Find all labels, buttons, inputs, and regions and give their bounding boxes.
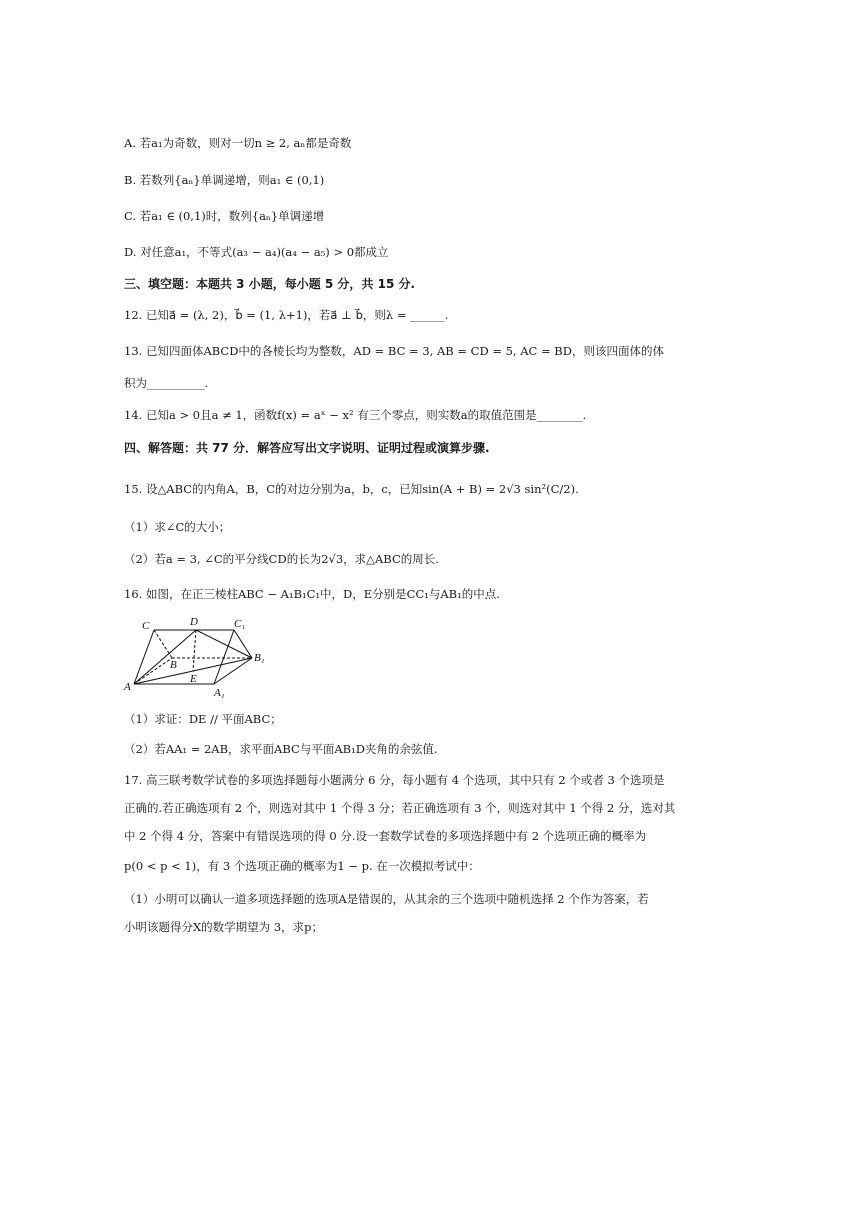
text-line-q13a: 13. 已知四面体ABCD中的各棱长均为整数，AD = BC = 3, AB = CD = 5, AC = BD，则该四面体的体 <box>124 344 664 358</box>
label-B1: B₁ <box>254 652 265 664</box>
text-line-optD: D. 对任意a₁，不等式(a₃ − a₄)(a₄ − a₅) > 0都成立 <box>124 245 389 259</box>
text-line-q16p2: （2）若AA₁ = 2AB，求平面ABC与平面AB₁D夹角的余弦值. <box>124 742 438 756</box>
label-B: B <box>170 659 177 671</box>
text-line-q15p2: （2）若a = 3, ∠C的平分线CD的长为2√3，求△ABC的周长. <box>124 552 439 566</box>
text-line-sec3: 三、填空题：本题共 3 小题，每小题 5 分，共 15 分. <box>124 277 416 291</box>
text-line-optA: A. 若a₁为奇数，则对一切n ≥ 2, aₙ都是奇数 <box>124 136 352 150</box>
label-A1: A₁ <box>214 687 225 699</box>
text-line-sec4: 四、解答题：共 77 分．解答应写出文字说明、证明过程或演算步骤. <box>124 441 490 455</box>
prism-figure <box>120 612 280 702</box>
text-line-q15p1: （1）求∠C的大小； <box>124 520 231 534</box>
text-line-q13b: 积为__________. <box>124 376 209 390</box>
text-line-optC: C. 若a₁ ∈ (0,1)时，数列{aₙ}单调递增 <box>124 209 325 223</box>
label-E: E <box>190 673 197 685</box>
text-line-q12: 12. 已知a⃗ = (λ, 2)，b⃗ = (1, λ+1)，若a⃗ ⊥ b⃗，则λ = ______. <box>124 308 449 322</box>
text-line-q17p1b: 小明该题得分X的数学期望为 3，求p； <box>124 920 324 934</box>
text-line-q14: 14. 已知a > 0且a ≠ 1，函数f(x) = aˣ − x² 有三个零点，则实数a的取值范围是________. <box>124 408 587 422</box>
label-C1: C₁ <box>234 618 246 630</box>
text-line-q17b: 正确的.若正确选项有 2 个，则选对其中 1 个得 3 分；若正确选项有 3 个，则选对其中 1 个得 2 分，选对其 <box>124 801 676 815</box>
text-line-q15: 15. 设△ABC的内角A，B，C的对边分别为a，b，c，已知sin(A + B) = 2√3 sin²(C/2). <box>124 482 579 496</box>
text-line-optB: B. 若数列{aₙ}单调递增，则a₁ ∈ (0,1) <box>124 173 325 187</box>
text-line-q16: 16. 如图，在正三棱柱ABC − A₁B₁C₁中，D，E分别是CC₁与AB₁的中点. <box>124 587 500 601</box>
text-line-q17d: p(0 < p < 1)，有 3 个选项正确的概率为1 − p. 在一次模拟考试中： <box>124 859 480 873</box>
text-line-q17a: 17. 高三联考数学试卷的多项选择题每小题满分 6 分，每小题有 4 个选项，其中只有 2 个或者 3 个选项是 <box>124 773 665 787</box>
text-line-q16p1: （1）求证：DE // 平面ABC； <box>124 712 282 726</box>
text-line-q17p1a: （1）小明可以确认一道多项选择题的选项A是错误的，从其余的三个选项中随机选择 2 个作为答案，若 <box>124 892 649 906</box>
label-C: C <box>142 620 150 632</box>
text-line-q17c: 中 2 个得 4 分，答案中有错误选项的得 0 分.设一套数学试卷的多项选择题中有 2 个选项正确的概率为 <box>124 829 647 843</box>
label-A: A <box>124 681 131 693</box>
label-D: D <box>190 616 198 628</box>
